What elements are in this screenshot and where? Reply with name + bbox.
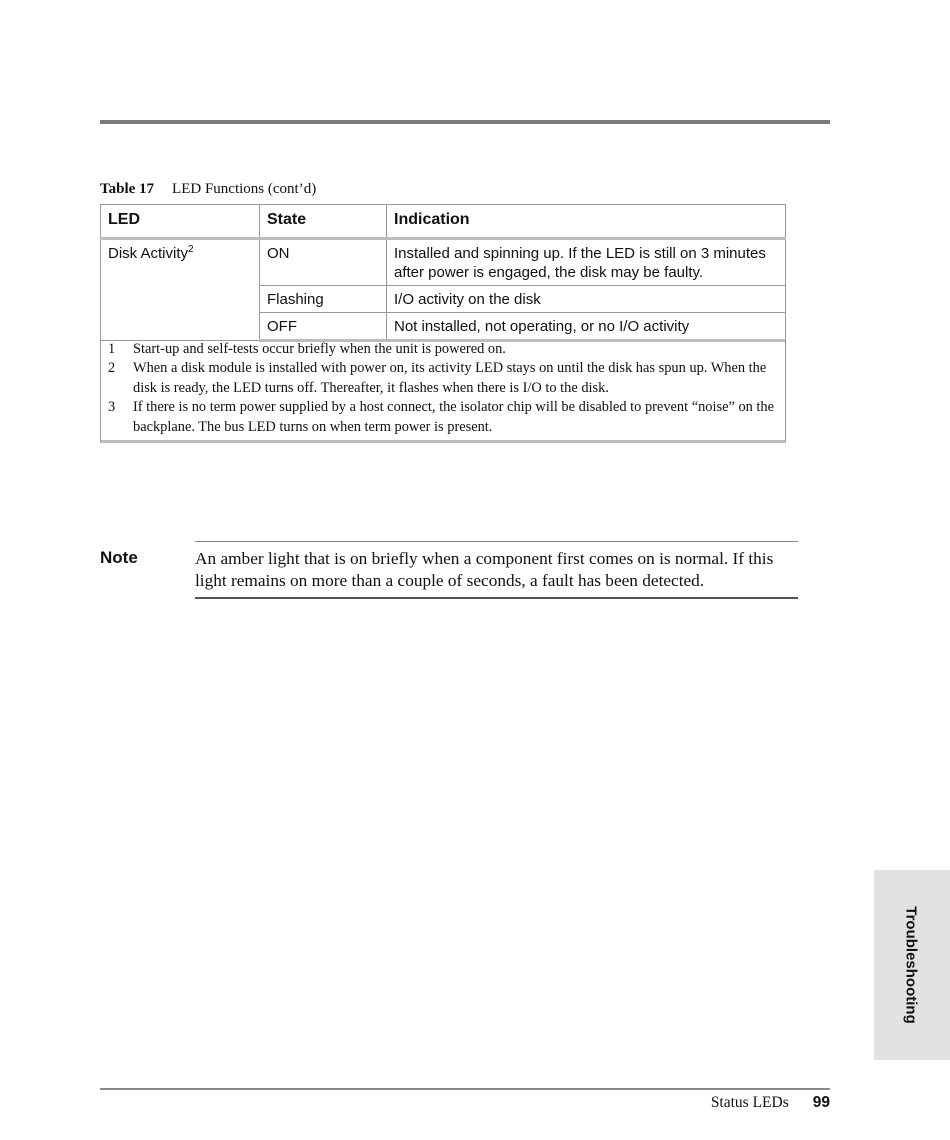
table-footnotes <box>100 338 786 443</box>
led-name: Disk Activity <box>108 245 189 262</box>
footnote <box>101 340 785 359</box>
header-led: LED <box>101 205 260 239</box>
indication-cell: Installed and spinning up. If the LED is still on 3 minutes after power is engaged, the disk may be faulty. <box>387 239 786 286</box>
footnote-number: 2 <box>108 360 116 377</box>
header-state: State <box>260 205 387 239</box>
page-number: 99 <box>812 1094 830 1111</box>
side-tab-label: Troubleshooting <box>902 906 920 1024</box>
table-row <box>101 239 786 286</box>
footnote-number: 3 <box>108 399 116 416</box>
footnote-text: If there is no term power supplied by a host connect, the isolator chip will be disabled to prevent “noise” on the backplane. The bus LED turns on when term power is present. <box>133 399 775 435</box>
footnote-number: 1 <box>108 341 116 357</box>
state-cell: Flashing <box>260 286 387 313</box>
indication-cell: I/O activity on the disk <box>387 286 786 313</box>
led-footnote-ref: 2 <box>188 244 194 255</box>
note-text: An amber light that is on briefly when a component first comes on is normal. If this light remains on more than a couple of seconds, a fault has been detected. <box>195 541 798 599</box>
table-caption <box>100 181 316 198</box>
table-caption-title: LED Functions (cont’d) <box>172 181 317 197</box>
led-functions-table <box>100 204 786 342</box>
note-label: Note <box>100 548 138 567</box>
table-header-row <box>101 205 786 239</box>
header-indication: Indication <box>387 205 786 239</box>
page-footer <box>711 1094 830 1112</box>
indication-cell: Not installed, not operating, or no I/O activity <box>387 313 786 341</box>
bottom-rule <box>100 1088 830 1090</box>
side-tab <box>874 870 950 1060</box>
state-cell: OFF <box>260 313 387 341</box>
top-rule <box>100 120 830 124</box>
footnote <box>101 359 785 398</box>
footnote <box>101 398 785 437</box>
footer-section: Status LEDs <box>710 1094 789 1111</box>
table-caption-number: Table 17 <box>100 181 155 197</box>
footnote-text: When a disk module is installed with power on, its activity LED stays on until the disk has spun up. When the disk is ready, the LED turns off. Thereafter, it flashes when there is I/O to the disk. <box>133 360 767 396</box>
footnote-text: Start-up and self-tests occur briefly when the unit is powered on. <box>133 341 506 357</box>
state-cell: ON <box>260 239 387 286</box>
led-name-cell <box>101 239 260 341</box>
